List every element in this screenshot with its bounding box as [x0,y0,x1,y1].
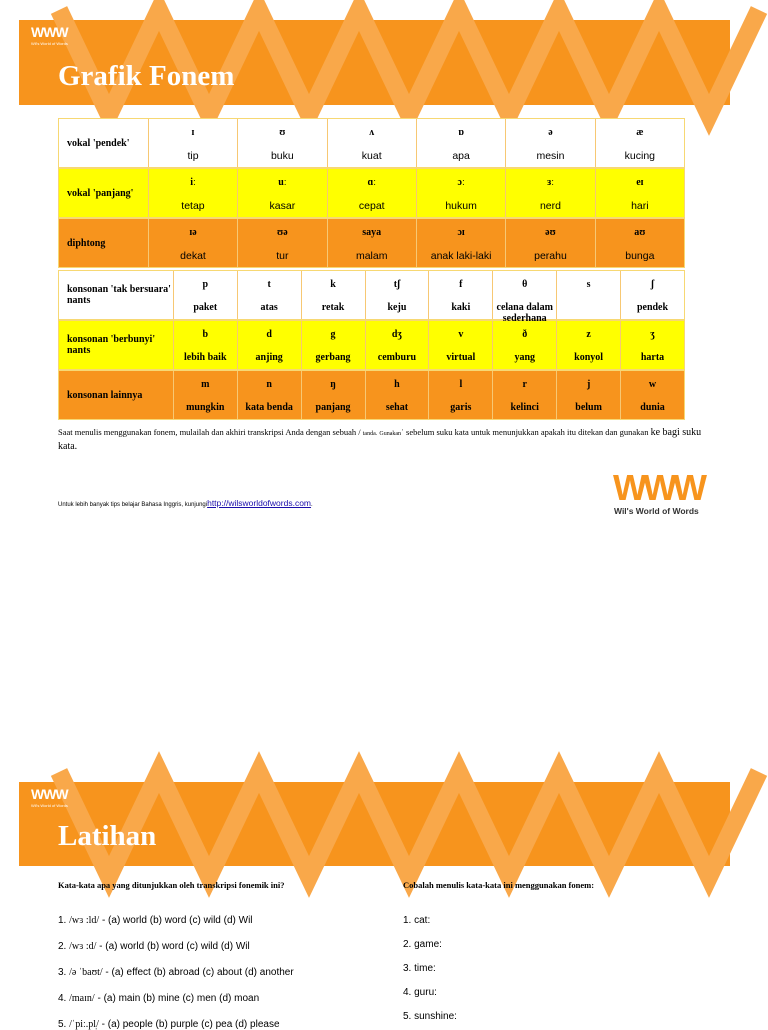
example-word: retak [321,302,345,313]
phoneme-cell [301,321,365,369]
phoneme-cell [428,271,492,319]
note-part3: Gunakan [379,431,402,437]
item-text: - (a) world (b) word (c) wild (d) Wil [96,941,250,952]
phoneme-cell [301,271,365,319]
example-word: yang [514,352,535,363]
example-word: tetap [181,200,205,212]
phoneme-cell [173,371,237,419]
example-word: pendek [636,302,669,313]
example-word: keju [387,302,407,313]
question-item [403,939,442,950]
phoneme-cell [148,219,237,267]
example-word: anjing [255,352,283,363]
right-question-heading: Cobalah menulis kata-kata ini menggunakan fonem: [403,880,595,890]
item-text: sunshine: [414,1011,457,1022]
phoneme-symbol: saya [362,227,382,238]
phoneme-cell [327,119,416,167]
phoneme-symbol: z [586,329,591,340]
item-number: 3. [58,967,70,978]
header-banner [19,20,730,105]
example-word: lebih baik [184,352,227,363]
phoneme-cell [237,371,301,419]
question-item [403,963,436,974]
phoneme-cell [556,321,620,369]
note-slash: / [358,427,361,437]
phoneme-symbol: t [267,279,271,290]
phoneme-cell [620,371,684,419]
example-word: paket [193,302,218,313]
example-word: garis [450,402,472,413]
phoneme-cell [505,219,594,267]
www-logo: WWW [613,467,703,508]
note-part4: sebelum suku kata untuk menunjukkan apakah itu ditekan dan gunakan [406,427,649,437]
question-item [58,967,294,978]
question-item [403,915,430,926]
phoneme-cell [416,169,505,217]
phoneme-symbol: m [201,379,210,390]
phoneme-symbol: ɔɪ [457,227,465,238]
row-label: konsonan lainnya [67,389,143,401]
www-logo-small: WWW [31,24,68,40]
item-number: 4. [403,987,415,998]
page-title: Grafik Fonem [58,60,235,92]
example-word: hari [631,200,649,212]
www-logo-small-2: WWW [31,786,68,802]
example-word: kucing [624,150,656,162]
phoneme-symbol: d [266,329,272,340]
phoneme-cell [428,371,492,419]
phoneme-symbol: l [459,379,463,390]
example-word: dunia [640,402,665,413]
phoneme-cell [148,169,237,217]
phoneme-cell [237,169,326,217]
phoneme-symbol: ʌ [369,127,375,138]
row-label: vokal 'panjang' [67,187,134,199]
example-word: atas [260,302,278,313]
phoneme-symbol: ɪ [191,127,195,138]
phoneme-symbol: n [266,379,272,390]
example-word: gerbang [315,352,351,363]
phoneme-cell [301,371,365,419]
phoneme-cell [173,321,237,369]
phoneme-symbol: əʊ [545,227,556,238]
chart-row [58,270,685,324]
phoneme-cell [492,271,556,324]
phoneme-symbol: p [202,279,209,290]
website-link[interactable]: http://wilsworldofwords.com [207,498,312,508]
row-label: diphtong [67,237,106,249]
phoneme-symbol: ɒ [458,127,464,138]
example-word: kata benda [245,402,293,413]
phoneme-cell [595,119,684,167]
phoneme-symbol: ɑː [367,177,376,188]
phoneme-symbol: b [202,329,209,340]
example-word: malam [355,250,388,262]
example-word: kaki [451,302,471,313]
phoneme-symbol: eɪ [636,177,644,188]
note-part1: Saat menulis menggunakan fonem, mulailah dan akhiri transkripsi Anda dengan sebuah [58,427,357,437]
phoneme-cell [416,219,505,267]
phoneme-cell [428,321,492,369]
phoneme-symbol: s [586,279,591,290]
item-transcription: /ˈpiː.pl̩/ [69,1019,99,1030]
example-word: nerd [539,200,561,212]
item-text: - (a) main (b) mine (c) men (d) moan [94,993,260,1004]
phoneme-symbol: r [522,379,527,390]
chart-row [58,218,685,268]
phoneme-cell [620,271,684,319]
logo-subtitle-2: Wil's World of Words [31,803,68,808]
tips-text: Untuk lebih banyak tips belajar Bahasa Inggris, kunjungi [58,502,208,508]
www-logo-subtitle: Wil's World of Words [614,506,699,516]
phoneme-cell [365,271,429,319]
phoneme-cell [237,321,301,369]
item-number: 5. [58,1019,70,1030]
example-word: hukum [445,200,477,212]
phoneme-symbol: ʊ [279,127,286,138]
phoneme-symbol: ə [548,127,553,138]
phoneme-symbol: iː [190,177,196,188]
phoneme-chart [58,118,685,420]
example-word: virtual [446,352,476,363]
phoneme-symbol: ɔː [457,177,465,188]
phoneme-cell [365,371,429,419]
stress-mark: ˈ [401,427,404,437]
example-word: kasar [269,200,296,212]
example-word: cemburu [377,352,417,363]
row-label: vokal 'pendek' [67,137,130,149]
phoneme-cell [416,119,505,167]
phoneme-cell [237,271,301,319]
question-item [403,1011,457,1022]
example-word: tip [187,150,199,162]
usage-note [58,426,708,453]
exercise-banner [19,782,730,866]
example-word: konyol [574,352,604,363]
phoneme-symbol: j [586,379,591,390]
item-number: 5. [403,1011,415,1022]
item-number: 2. [58,941,70,952]
phoneme-symbol: ɪə [189,227,197,238]
example-word: kelinci [510,402,539,413]
phoneme-symbol: g [330,329,336,340]
example-word: mungkin [186,402,225,413]
item-text: guru: [414,987,437,998]
vowel-section [58,118,685,268]
example-word: dekat [180,250,206,262]
phoneme-symbol: ɜː [546,177,555,188]
tips-tail: . [311,502,313,508]
note-part5: ke bagi suku kata. [58,427,702,452]
phoneme-cell [173,271,237,319]
item-transcription: /maɪn/ [69,993,95,1004]
chart-row [58,320,685,370]
phoneme-cell [148,119,237,167]
item-transcription: /wɜ :ld/ [69,915,100,926]
phoneme-cell [505,119,594,167]
item-text: game: [414,939,442,950]
phoneme-symbol: ð [522,329,528,340]
question-item [58,993,259,1004]
phoneme-cell [595,219,684,267]
item-number: 4. [58,993,70,1004]
phoneme-symbol: k [330,279,336,290]
example-word: harta [640,352,665,363]
question-item [58,1019,280,1030]
item-number: 2. [403,939,415,950]
example-word: anak laki-laki [430,250,492,262]
exercise-title: Latihan [58,820,157,852]
phoneme-cell [365,321,429,369]
phoneme-symbol: uː [278,177,287,188]
item-text: - (a) effect (b) abroad (c) about (d) another [102,967,294,978]
example-word: sehat [385,402,409,413]
phoneme-cell [556,271,620,319]
item-text: cat: [414,915,431,926]
phoneme-cell [595,169,684,217]
phoneme-cell [237,219,326,267]
item-transcription: /ə ˈbaʊt/ [69,967,103,978]
example-word: apa [452,150,470,162]
item-number: 3. [403,963,415,974]
question-item [58,915,253,926]
example-word: kuat [361,150,382,162]
example-word: perahu [534,250,567,262]
phoneme-cell [492,321,556,369]
item-number: 1. [403,915,415,926]
example-word: bunga [625,250,655,262]
example-word: mesin [536,150,565,162]
phoneme-cell [620,321,684,369]
phoneme-symbol: dʒ [391,329,403,340]
left-question-heading: Kata-kata apa yang ditunjukkan oleh transkripsi fonemik ini? [58,880,285,890]
phoneme-cell [237,119,326,167]
phoneme-symbol: æ [636,127,644,138]
phoneme-cell [327,169,416,217]
phoneme-symbol: w [648,379,657,390]
example-word: celana dalam sederhana [496,302,553,324]
phoneme-symbol: f [459,279,463,290]
phoneme-symbol: v [458,329,464,340]
phoneme-cell [492,371,556,419]
question-item [58,941,250,952]
phoneme-symbol: aʊ [634,227,646,238]
phoneme-symbol: θ [522,279,528,290]
phoneme-cell [505,169,594,217]
chart-row [58,168,685,218]
item-transcription: /wɜ :d/ [69,941,97,952]
phoneme-symbol: ʒ [650,329,655,340]
example-word: buku [270,150,294,162]
row-label: konsonan 'berbunyi' nants [67,334,156,356]
item-text: time: [414,963,436,974]
note-part2: tanda. [362,431,378,437]
phoneme-cell [556,371,620,419]
example-word: belum [575,402,602,413]
item-text: - (a) people (b) purple (c) pea (d) please [98,1019,280,1030]
tips-line [58,498,313,508]
consonant-section [58,270,685,420]
item-number: 1. [58,915,70,926]
example-word: tur [276,250,289,262]
example-word: cepat [358,200,385,212]
phoneme-symbol: ʃ [650,279,655,290]
phoneme-symbol: h [394,379,400,390]
phoneme-symbol: ʊə [277,227,288,238]
row-label: konsonan 'tak bersuara' nants [67,284,171,306]
phoneme-cell [327,219,416,267]
phoneme-symbol: tʃ [393,279,401,290]
question-item [403,987,437,998]
chart-row [58,118,685,168]
chart-row [58,370,685,420]
logo-subtitle: Wil's World of Words [31,41,68,46]
item-text: - (a) world (b) word (c) wild (d) Wil [99,915,253,926]
phoneme-symbol: ŋ [330,379,336,390]
example-word: panjang [315,402,351,413]
